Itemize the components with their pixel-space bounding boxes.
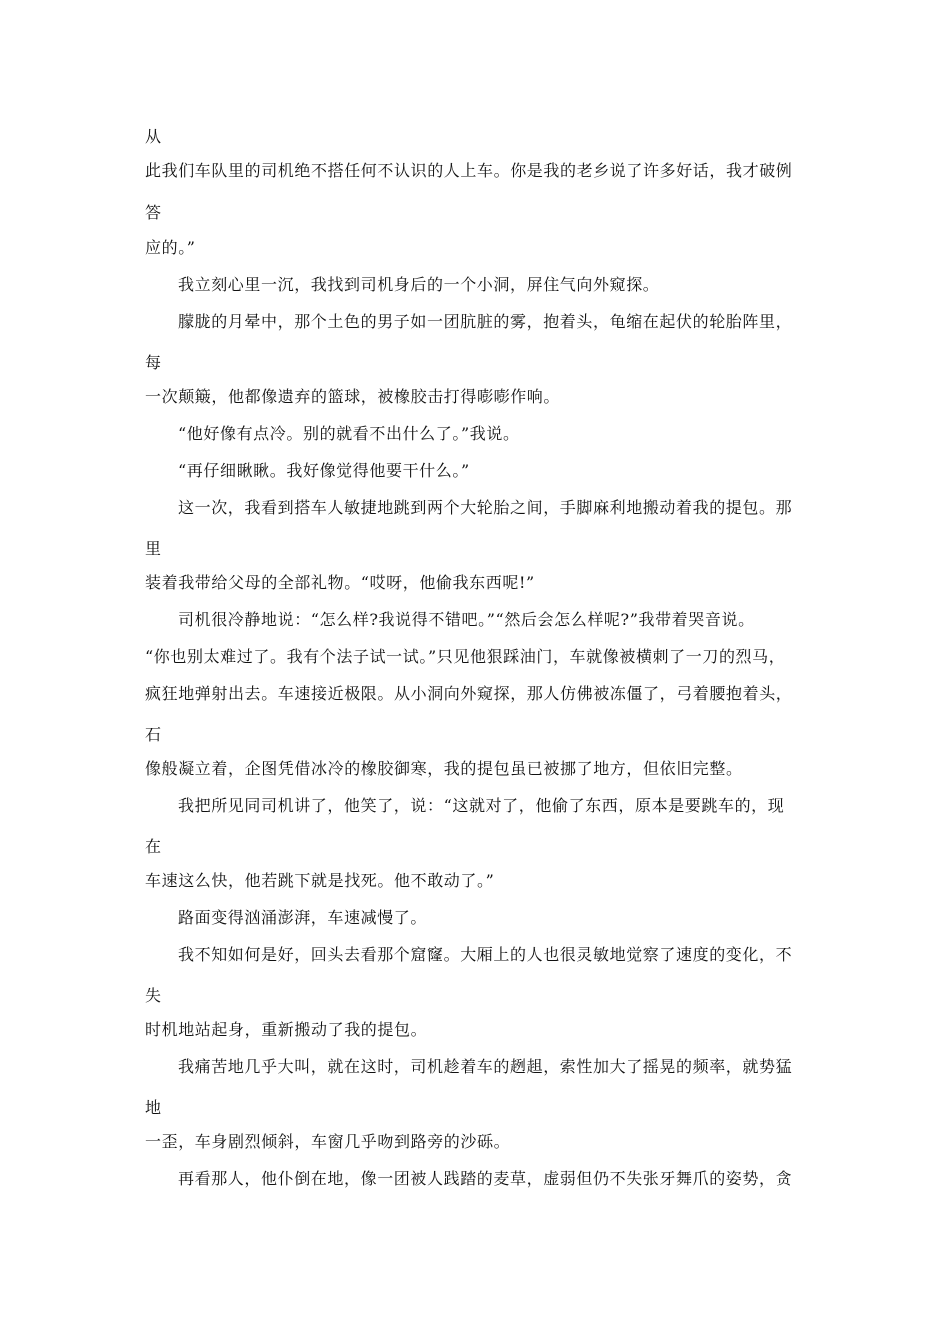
text-line: 一次颠簸，他都像遗弃的篮球，被橡胶击打得嘭嘭作响。 <box>145 387 561 406</box>
text-line: “你也别太难过了。我有个法子试一试。”只见他狠踩油门，车就像被横刺了一刀的烈马， <box>145 647 786 666</box>
paragraph-line: 我把所见同司机讲了，他笑了，说：“这就对了，他偷了东西，原本是要跳车的，现 <box>178 796 785 815</box>
text-line: 时机地站起身，重新搬动了我的提包。 <box>145 1020 428 1039</box>
text-line: 装着我带给父母的全部礼物。“哎呀，他偷我东西呢!” <box>145 573 535 592</box>
paragraph-line: 再看那人，他仆倒在地，像一团被人践踏的麦草，虚弱但仍不失张牙舞爪的姿势，贪 <box>178 1169 793 1188</box>
text-line: 答 <box>145 203 162 222</box>
paragraph-line: “他好像有点冷。别的就看不出什么了。”我说。 <box>178 424 520 443</box>
paragraph-line: 司机很冷静地说：“怎么样?我说得不错吧。”“然后会怎么样呢?”我带着哭音说。 <box>178 610 755 629</box>
paragraph-line: 这一次，我看到搭车人敏捷地跳到两个大轮胎之间，手脚麻利地搬动着我的提包。那 <box>178 498 793 517</box>
paragraph-line: 我痛苦地几乎大叫，就在这时，司机趁着车的趔趄，索性加大了摇晃的频率，就势猛 <box>178 1057 793 1076</box>
paragraph-line: 朦胧的月晕中，那个土色的男子如一团肮脏的雾，抱着头，龟缩在起伏的轮胎阵里， <box>178 312 793 331</box>
paragraph-line: 路面变得汹涌澎湃，车速减慢了。 <box>178 908 428 927</box>
text-line: 一歪，车身剧烈倾斜，车窗几乎吻到路旁的沙砾。 <box>145 1132 511 1151</box>
text-line: 疯狂地弹射出去。车速接近极限。从小洞向外窥探，那人仿佛被冻僵了，弓着腰抱着头， <box>145 684 793 703</box>
text-line: 石 <box>145 725 162 744</box>
text-line: 像般凝立着，企图凭借冰冷的橡胶御寒，我的提包虽已被挪了地方，但依旧完整。 <box>145 759 743 778</box>
text-line: 在 <box>145 837 162 856</box>
text-line: 应的。” <box>145 238 196 257</box>
text-line: 此我们车队里的司机绝不搭任何不认识的人上车。你是我的老乡说了许多好话，我才破例 <box>145 161 793 180</box>
text-line: 地 <box>145 1098 162 1117</box>
paragraph-line: 我不知如何是好，回头去看那个窟窿。大厢上的人也很灵敏地觉察了速度的变化，不 <box>178 945 793 964</box>
text-line: 里 <box>145 539 162 558</box>
text-line: 车速这么快，他若跳下就是找死。他不敢动了。” <box>145 871 495 890</box>
text-line: 失 <box>145 986 162 1005</box>
paragraph-line: “再仔细瞅瞅。我好像觉得他要干什么。” <box>178 461 470 480</box>
text-line: 每 <box>145 353 162 372</box>
paragraph-line: 我立刻心里一沉，我找到司机身后的一个小洞，屏住气向外窥探。 <box>178 275 660 294</box>
text-line: 从 <box>145 127 162 146</box>
